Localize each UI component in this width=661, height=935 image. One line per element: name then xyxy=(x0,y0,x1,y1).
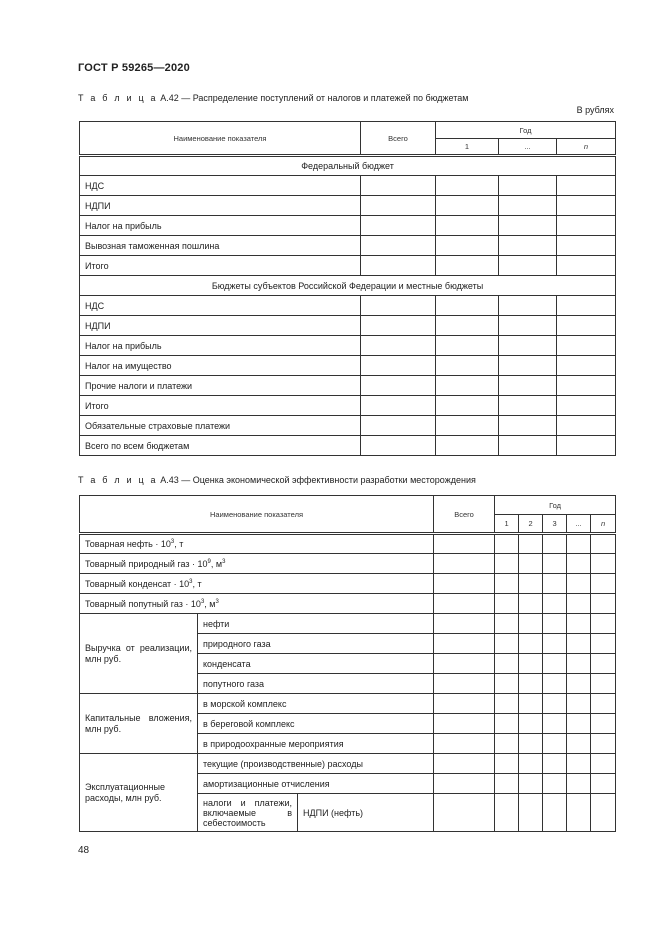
row-label: амортизационные отчисления xyxy=(198,774,434,794)
group-revenue: Выручка от реализации, млн руб. xyxy=(80,614,198,694)
row-label: нефти xyxy=(198,614,434,634)
row-commercial-condensate: Товарный конденсат · $10^3$, т xyxy=(80,574,434,594)
row-label: Прочие налоги и платежи xyxy=(80,376,361,396)
table-42-caption xyxy=(78,93,468,103)
group-operating-expenses: Эксплуатационные расходы, млн руб. xyxy=(80,754,198,832)
section-regional-budgets: Бюджеты субъектов Российской Федерации и местные бюджеты xyxy=(80,276,616,296)
row-commercial-associated-gas: Товарный попутный газ · $10^3$, $м^3$ xyxy=(80,594,434,614)
header-year-3: 3 xyxy=(543,515,567,534)
table-43-caption xyxy=(78,475,476,485)
header-year-2: 2 xyxy=(519,515,543,534)
row-label: НДС xyxy=(80,296,361,316)
row-label: попутного газа xyxy=(198,674,434,694)
header-total: Всего xyxy=(361,122,436,156)
row-label: природного газа xyxy=(198,634,434,654)
row-label: в природоохранные мероприятия xyxy=(198,734,434,754)
row-label: Всего по всем бюджетам xyxy=(80,436,361,456)
header-indicator-name: Наименование показателя xyxy=(80,122,361,156)
header-year: Год xyxy=(436,122,616,139)
header-year-n: n xyxy=(591,515,616,534)
taxes-in-cost-label: налоги и платежи, включаемые в себестоимость xyxy=(198,794,298,832)
row-label: Итого xyxy=(80,256,361,276)
table-43 xyxy=(79,495,616,832)
header-year-ellipsis: ... xyxy=(499,139,557,156)
header-indicator-name: Наименование показателя xyxy=(80,496,434,534)
standard-header: ГОСТ Р 59265—2020 xyxy=(78,62,190,74)
row-label: НДС xyxy=(80,176,361,196)
row-label: текущие (производственные) расходы xyxy=(198,754,434,774)
page-number: 48 xyxy=(78,845,90,856)
row-label: Налог на имущество xyxy=(80,356,361,376)
caption-prefix: Т а б л и ц а xyxy=(78,475,158,485)
row-label: в морской комплекс xyxy=(198,694,434,714)
row-label: Налог на прибыль xyxy=(80,336,361,356)
group-capital-investments: Капитальные вложения, млн руб. xyxy=(80,694,198,754)
units-label: В рублях xyxy=(576,105,614,115)
header-year-ellipsis: ... xyxy=(567,515,591,534)
row-label: Налог на прибыль xyxy=(80,216,361,236)
caption-text: А.43 — Оценка экономической эффективности разработки месторождения xyxy=(157,475,476,485)
row-commercial-oil: Товарная нефть · $10^3$, т xyxy=(80,534,434,554)
table-42 xyxy=(79,121,616,456)
header-total: Всего xyxy=(434,496,495,534)
row-label: Итого xyxy=(80,396,361,416)
header-year: Год xyxy=(495,496,616,515)
caption-text: А.42 — Распределение поступлений от налогов и платежей по бюджетам xyxy=(157,93,469,103)
row-label: НДПИ xyxy=(80,316,361,336)
header-year-1: 1 xyxy=(436,139,499,156)
row-label: в береговой комплекс xyxy=(198,714,434,734)
row-label: НДПИ xyxy=(80,196,361,216)
header-year-n: n xyxy=(557,139,616,156)
header-year-1: 1 xyxy=(495,515,519,534)
section-federal-budget: Федеральный бюджет xyxy=(80,156,616,176)
row-label: Обязательные страховые платежи xyxy=(80,416,361,436)
caption-prefix: Т а б л и ц а xyxy=(78,93,158,103)
row-label: НДПИ (нефть) xyxy=(298,794,434,832)
row-label: Вывозная таможенная пошлина xyxy=(80,236,361,256)
row-label: конденсата xyxy=(198,654,434,674)
row-commercial-gas: Товарный природный газ · $10^9$, $м^3$ xyxy=(80,554,434,574)
